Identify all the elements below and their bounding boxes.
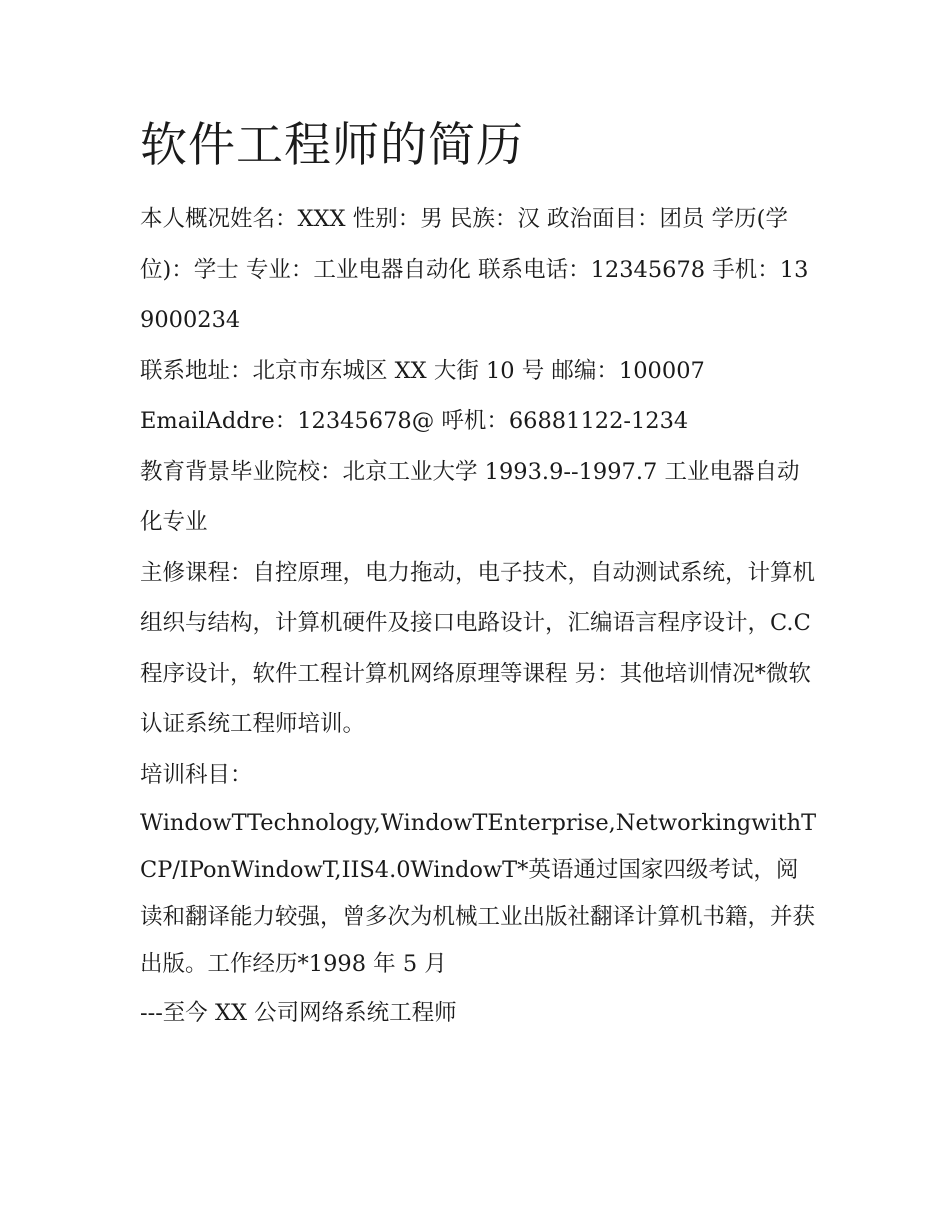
paragraph-contact: EmailAddre：12345678@ 呼机：66881122-1234 (140, 408, 689, 434)
document-title: 软件工程师的简历 (140, 118, 524, 173)
paragraph-training-subjects-label: 培训科目： (140, 761, 253, 788)
paragraph-personal-info: 本人概况姓名：XXX 性别：男 民族：汉 政治面目：团员 学历(学位)：学士 专业：工业电器自动化 联系电话：12345678 手机：139000234 (140, 206, 809, 333)
paragraph-other-training: 程序设计，软件工程计算机网络原理等课程 另：其他培训情况*微软认证系统工程师培训。 (140, 660, 811, 737)
resume-content (140, 112, 820, 1039)
paragraph-education: 教育背景毕业院校：北京工业大学 1993.9--1997.7 工业电器自动化专业 (140, 458, 800, 535)
paragraph-training-subjects: WindowTTechnology,WindowTEnterprise,NetworkingwithTCP/IPonWindowT,IIS4.0WindowT*英语通过国家四级考试，阅读和翻译能力较强，曾多次为机械工业出版社翻译计算机书籍，并获出版。工作经历*1998 年 5 月 (140, 810, 817, 977)
paragraph-courses: 主修课程：自控原理，电力拖动，电子技术，自动测试系统，计算机组织与结构，计算机硬件及接口电路设计，汇编语言程序设计，C.C (140, 559, 816, 636)
paragraph-work-experience: ---至今 XX 公司网络系统工程师 (140, 1000, 457, 1026)
paragraph-address: 联系地址：北京市东城区 XX 大街 10 号 邮编：100007 (140, 357, 705, 384)
